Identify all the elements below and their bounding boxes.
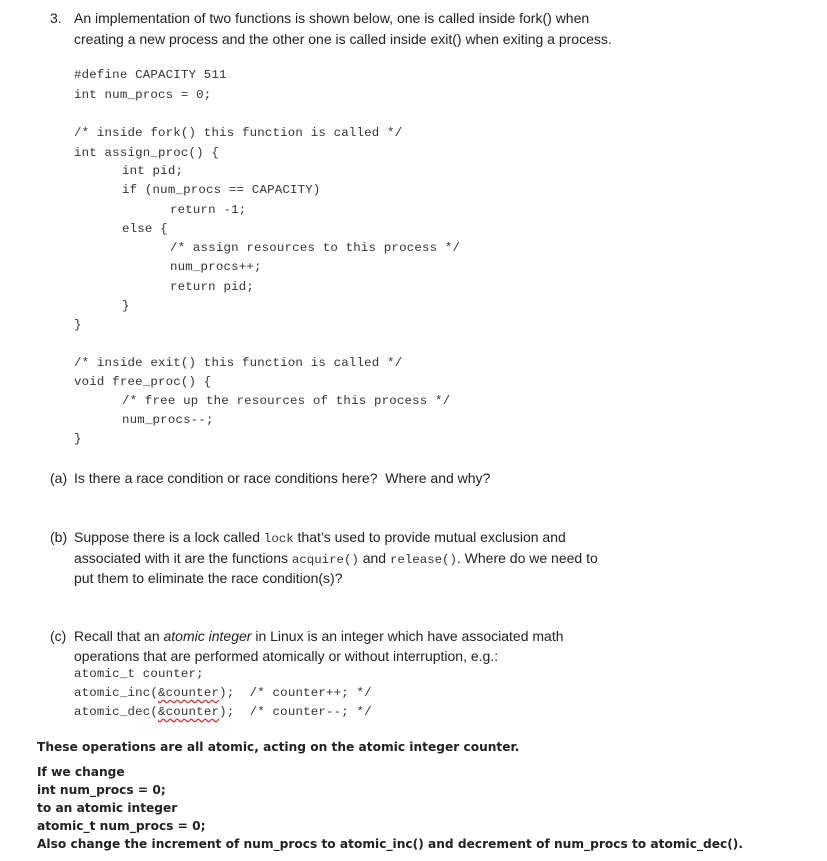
spellcheck-underline: &counter xyxy=(158,686,220,700)
code-run: atomic_dec( xyxy=(74,705,158,719)
text-run: and xyxy=(358,550,390,566)
question-intro-line2: creating a new process and the other one is called inside exit() when exiting a process. xyxy=(74,31,612,47)
part-b-line2 xyxy=(74,550,598,567)
code-line: /* inside exit() this function is called */ xyxy=(74,356,403,370)
part-b-line1 xyxy=(74,529,566,546)
text-run: that’s used to provide mutual exclusion and xyxy=(293,529,566,545)
answer-line2: If we change xyxy=(37,765,125,779)
answer-line5: atomic_t num_procs = 0; xyxy=(37,819,206,833)
code-line: /* assign resources to this process */ xyxy=(170,241,461,255)
part-c-label: (c) xyxy=(50,628,67,644)
spellcheck-underline: &counter xyxy=(158,705,220,719)
answer-line3: int num_procs = 0; xyxy=(37,783,166,797)
code-line: /* inside fork() this function is called */ xyxy=(74,126,403,140)
code-line: int pid; xyxy=(122,164,184,178)
emphasis-atomic-integer: atomic integer xyxy=(163,628,252,644)
answer-line1: These operations are all atomic, acting on the atomic integer counter. xyxy=(37,740,520,754)
text-run: in Linux is an integer which have associated math xyxy=(251,628,564,644)
code-line: if (num_procs == CAPACITY) xyxy=(122,183,321,197)
code-line: int num_procs = 0; xyxy=(74,88,212,102)
code-line: } xyxy=(122,299,130,313)
code-line: else { xyxy=(122,222,168,236)
part-c-line2: operations that are performed atomically or without interruption, e.g.: xyxy=(74,648,499,664)
text-run: Recall that an xyxy=(74,628,164,644)
part-b-label: (b) xyxy=(50,529,68,545)
code-line: } xyxy=(74,318,82,332)
part-c-code3 xyxy=(74,705,372,719)
question-intro-line1: An implementation of two functions is shown below, one is called inside fork() when xyxy=(74,10,590,26)
answer-line4: to an atomic integer xyxy=(37,801,178,815)
code-line: } xyxy=(74,432,82,446)
inline-code-lock: lock xyxy=(263,532,294,546)
code-line: return pid; xyxy=(170,280,254,294)
code-run: atomic_inc( xyxy=(74,686,158,700)
part-c-code1: atomic_t counter; xyxy=(74,667,204,681)
part-a-text: Is there a race condition or race conditions here? Where and why? xyxy=(74,470,491,486)
code-run: ); /* counter++; */ xyxy=(219,686,372,700)
part-c-code2 xyxy=(74,686,372,700)
code-line: num_procs++; xyxy=(170,260,262,274)
inline-code-release: release() xyxy=(389,553,457,567)
code-line: num_procs--; xyxy=(122,413,214,427)
code-line: return -1; xyxy=(170,203,247,217)
text-run: . Where do we need to xyxy=(456,550,598,566)
part-b-line3: put them to eliminate the race condition(s)? xyxy=(74,570,343,586)
inline-code-acquire: acquire() xyxy=(291,553,359,567)
text-run: associated with it are the functions xyxy=(74,550,292,566)
code-run: ); /* counter--; */ xyxy=(219,705,372,719)
code-line: void free_proc() { xyxy=(74,375,212,389)
answer-line6: Also change the increment of num_procs to atomic_inc() and decrement of num_procs to atomic_dec(). xyxy=(37,837,744,851)
part-c-line1 xyxy=(74,628,564,644)
code-line: int assign_proc() { xyxy=(74,146,220,160)
text-run: Suppose there is a lock called xyxy=(74,529,264,545)
question-number: 3. xyxy=(50,10,62,26)
code-line: #define CAPACITY 511 xyxy=(74,68,227,82)
code-line: /* free up the resources of this process */ xyxy=(122,394,451,408)
part-a-label: (a) xyxy=(50,470,68,486)
